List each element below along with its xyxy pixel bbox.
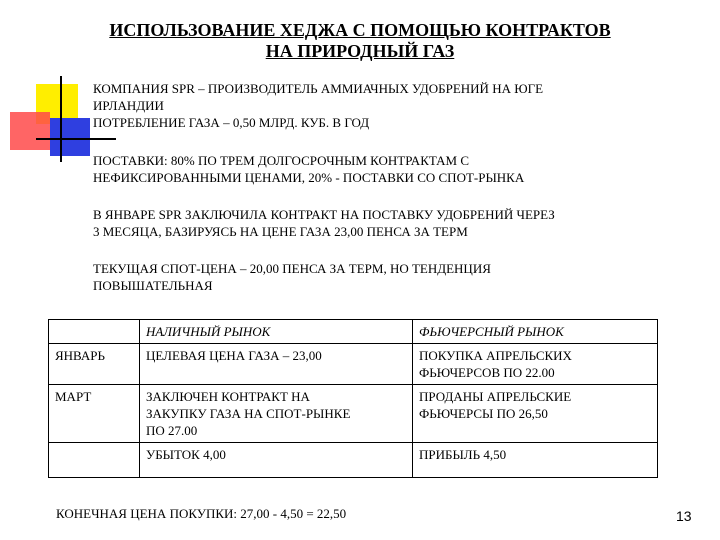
contract-line-2: 3 МЕСЯЦА, БАЗИРУЯСЬ НА ЦЕНЕ ГАЗА 23,00 ПЕНСА ЗА ТЕРМ	[93, 224, 468, 239]
supply-line-1: ПОСТАВКИ: 80% ПО ТРЕМ ДОЛГОСРОЧНЫМ КОНТРАКТАМ С	[93, 153, 470, 168]
futures-text: ПРОДАНЫ АПРЕЛЬСКИЕ	[419, 389, 572, 404]
hedge-table	[48, 319, 658, 478]
row-label	[49, 443, 140, 478]
spot-line-2: ПОВЫШАТЕЛЬНАЯ	[93, 278, 213, 293]
futures-text: ПОКУПКА АПРЕЛЬСКИХ	[419, 348, 572, 363]
page-title	[0, 20, 720, 62]
futures-cell	[413, 385, 658, 443]
consumption-line: ПОТРЕБЛЕНИЕ ГАЗА – 0,50 МЛРД. КУБ. В ГОД	[93, 115, 370, 130]
futures-text: ФЬЮЧЕРСЫ ПО 26,50	[419, 406, 548, 421]
company-line-2: ИРЛАНДИИ	[93, 98, 164, 113]
table-row	[49, 443, 658, 478]
futures-cell	[413, 344, 658, 385]
loss-text: УБЫТОК 4,00	[146, 447, 226, 462]
profit-text: ПРИБЫЛЬ 4,50	[419, 447, 507, 462]
table-row	[49, 385, 658, 443]
cash-cell	[140, 344, 413, 385]
futures-cell	[413, 443, 658, 478]
cash-text: ЦЕЛЕВАЯ ЦЕНА ГАЗА – 23,00	[146, 348, 322, 363]
title-line-1: ИСПОЛЬЗОВАНИЕ ХЕДЖА С ПОМОЩЬЮ КОНТРАКТОВ	[109, 20, 611, 40]
table-header-futures: ФЬЮЧЕРСНЫЙ РЫНОК	[413, 320, 658, 344]
supply-line-2: НЕФИКСИРОВАННЫМИ ЦЕНАМИ, 20% - ПОСТАВКИ СО СПОТ-РЫНКА	[93, 170, 525, 185]
company-line-1: КОМПАНИЯ SPR – ПРОИЗВОДИТЕЛЬ АММИАЧНЫХ УДОБРЕНИЙ НА ЮГЕ	[93, 81, 544, 96]
cash-text: ЗАКЛЮЧЕН КОНТРАКТ НА	[146, 389, 310, 404]
final-price: КОНЕЧНАЯ ЦЕНА ПОКУПКИ: 27,00 - 4,50 = 22,50	[56, 506, 347, 521]
cash-cell	[140, 443, 413, 478]
row-label: ЯНВАРЬ	[49, 344, 140, 385]
cash-text: ЗАКУПКУ ГАЗА НА СПОТ-РЫНКЕ	[146, 406, 351, 421]
blue-square	[50, 118, 90, 156]
contract-line-1: В ЯНВАРЕ SPR ЗАКЛЮЧИЛА КОНТРАКТ НА ПОСТАВКУ УДОБРЕНИЙ ЧЕРЕЗ	[93, 207, 555, 222]
row-label: МАРТ	[49, 385, 140, 443]
spot-line-1: ТЕКУЩАЯ СПОТ-ЦЕНА – 20,00 ПЕНСА ЗА ТЕРМ, НО ТЕНДЕНЦИЯ	[93, 261, 491, 276]
table-header-empty	[49, 320, 140, 344]
page-number: 13	[676, 508, 692, 524]
table-row	[49, 344, 658, 385]
supply-info	[93, 152, 693, 186]
table-header-row	[49, 320, 658, 344]
decor-vertical-line	[60, 76, 62, 162]
futures-text: ФЬЮЧЕРСОВ ПО 22.00	[419, 365, 555, 380]
decor-horizontal-line	[36, 138, 116, 140]
table-header-cash: НАЛИЧНЫЙ РЫНОК	[140, 320, 413, 344]
cash-text: ПО 27.00	[146, 423, 198, 438]
red-square	[10, 112, 50, 150]
company-info	[93, 80, 693, 131]
spot-price-info	[93, 260, 693, 294]
title-line-2: НА ПРИРОДНЫЙ ГАЗ	[265, 41, 455, 61]
contract-info	[93, 206, 693, 240]
cash-cell	[140, 385, 413, 443]
